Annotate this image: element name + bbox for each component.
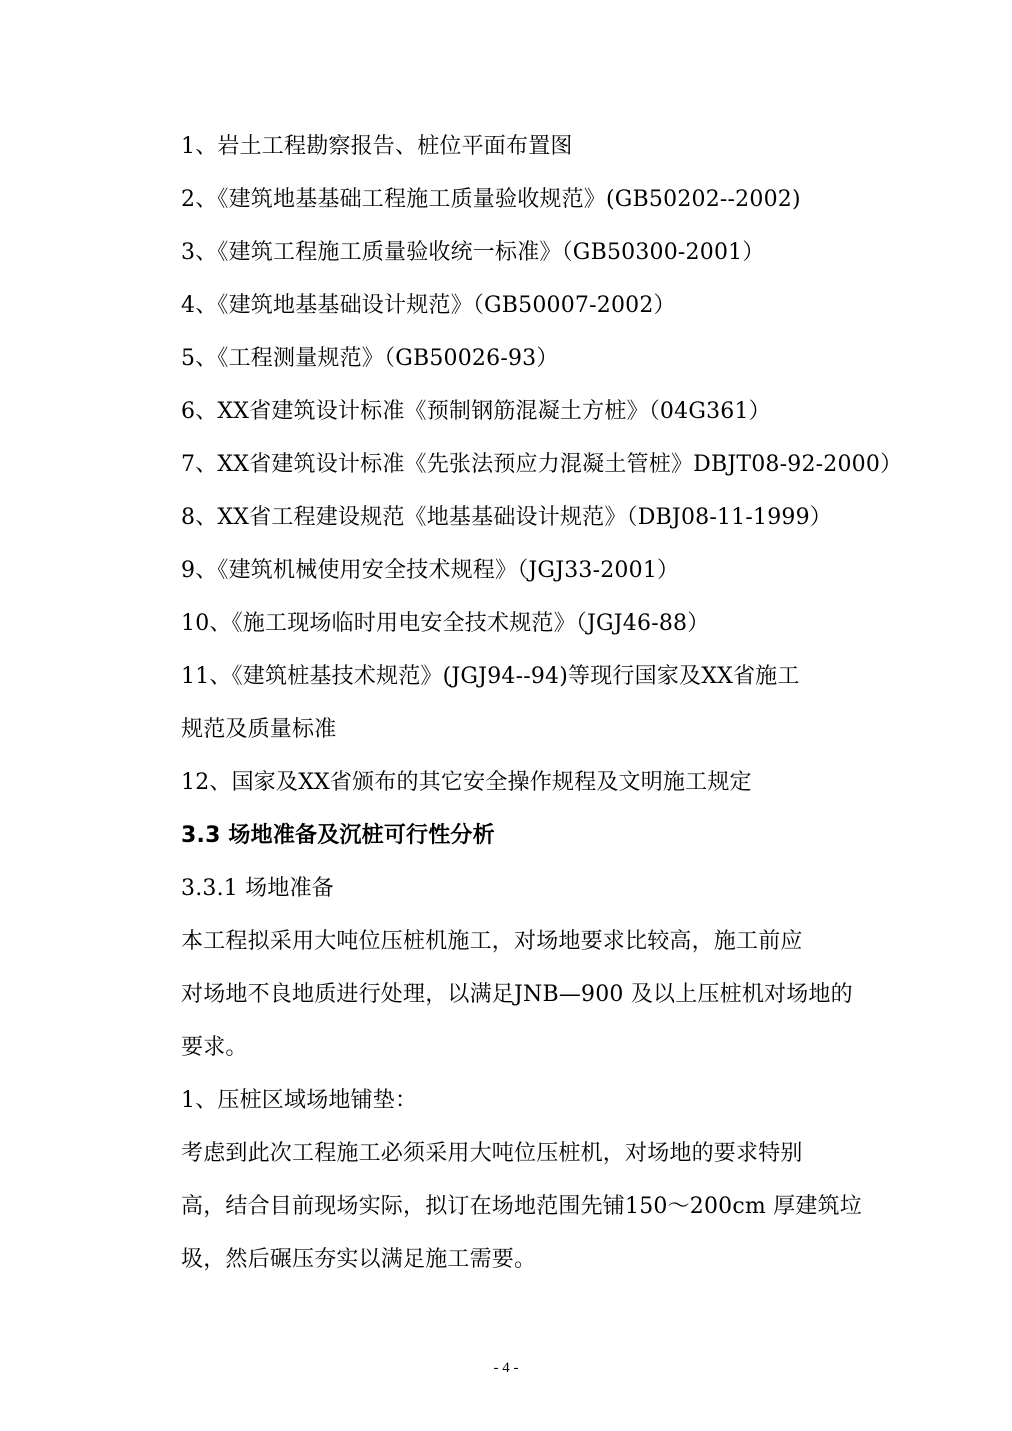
reference-item-11-continued: 规范及质量标准 — [181, 717, 337, 742]
reference-item-2: 2、《建筑地基基础工程施工质量验收规范》(GB50202--2002) — [181, 187, 801, 212]
reference-item-4: 4、《建筑地基基础设计规范》（GB50007-2002） — [181, 293, 676, 318]
reference-item-6: 6、XX省建筑设计标准《预制钢筋混凝土方桩》（04G361） — [181, 399, 771, 424]
list-item-title: 1、压桩区域场地铺垫： — [181, 1088, 418, 1113]
reference-item-10: 10、《施工现场临时用电安全技术规范》（JGJ46-88） — [181, 611, 710, 636]
reference-item-12: 12、国家及XX省颁布的其它安全操作规程及文明施工规定 — [181, 770, 752, 795]
reference-item-5: 5、《工程测量规范》（GB50026-93） — [181, 346, 559, 371]
reference-item-3: 3、《建筑工程施工质量验收统一标准》（GB50300-2001） — [181, 240, 765, 265]
reference-item-8: 8、XX省工程建设规范《地基基础设计规范》（DBJ08-11-1999） — [181, 505, 832, 530]
paragraph-line: 圾，然后碾压夯实以满足施工需要。 — [181, 1247, 537, 1272]
reference-item-11: 11、《建筑桩基技术规范》(JGJ94--94)等现行国家及XX省施工 — [181, 664, 800, 689]
page-number: - 4 - — [493, 1360, 519, 1376]
paragraph-line: 要求。 — [181, 1035, 248, 1060]
reference-item-9: 9、《建筑机械使用安全技术规程》（JGJ33-2001） — [181, 558, 680, 583]
paragraph-line: 对场地不良地质进行处理，以满足JNB—900 及以上压桩机对场地的 — [181, 982, 853, 1007]
reference-item-1: 1、岩土工程勘察报告、桩位平面布置图 — [181, 134, 573, 159]
subsection-heading: 3.3.1 场地准备 — [181, 876, 334, 901]
paragraph-line: 本工程拟采用大吨位压桩机施工，对场地要求比较高，施工前应 — [181, 929, 803, 954]
paragraph-line: 高，结合目前现场实际，拟订在场地范围先铺150～200cm 厚建筑垃 — [181, 1194, 862, 1219]
reference-item-7: 7、XX省建筑设计标准《先张法预应力混凝土管桩》DBJT08-92-2000） — [181, 452, 903, 477]
paragraph-line: 考虑到此次工程施工必须采用大吨位压桩机，对场地的要求特别 — [181, 1141, 803, 1166]
section-heading: 3.3 场地准备及沉桩可行性分析 — [181, 823, 495, 848]
